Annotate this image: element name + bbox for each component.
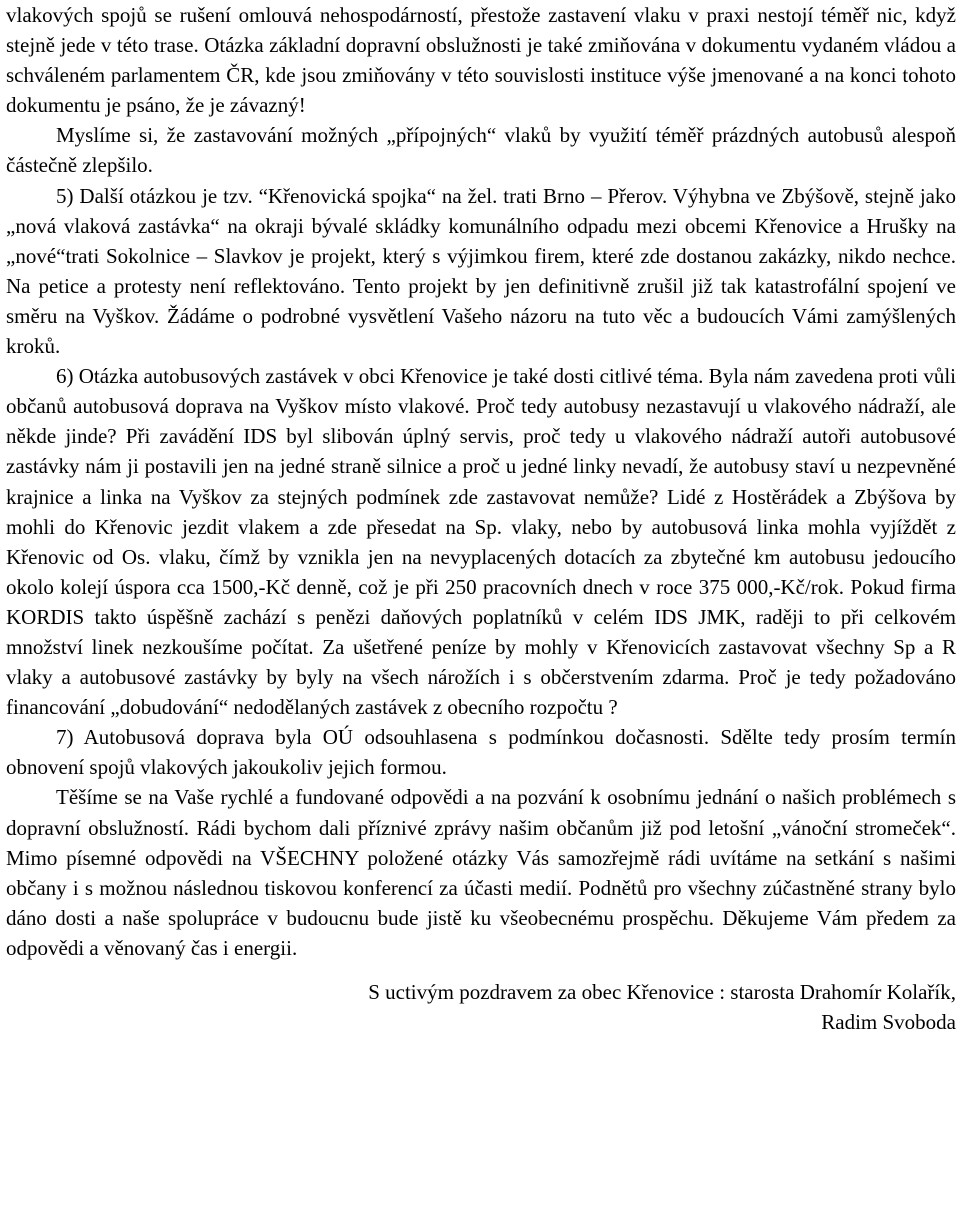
paragraph-closing: Těšíme se na Vaše rychlé a fundované odpovědi a na pozvání k osobnímu jednání o našich problémech s dopravní obslužností. Rádi bychom dali příznivé zprávy našim občanům již pod letošní „vánoční stromeček“. Mimo písemné odpovědi na VŠECHNY položené otázky Vás samozřejmě rádi uvítáme na setkání s našimi občany i s možnou následnou tiskovou konferencí za účasti medií. Podnětů pro všechny zúčastněné strany bylo dáno dosti a naše spolupráce v budoucnu bude jistě ku všeobecnému prospěchu. Děkujeme Vám předem za odpovědi a věnovaný čas i energii.: [6, 785, 956, 960]
paragraph-continued: vlakových spojů se rušení omlouvá nehospodárností, přestože zastavení vlaku v praxi nestojí téměř nic, když stejně jede v této trase. Otázka základní dopravní obslužnosti je také zmiňována v dokumentu vydaném vládou a schváleném parlamentem ČR, kde jsou zmiňovány v této souvislosti instituce výše jmenované a na konci tohoto dokumentu je psáno, že je závazný!: [6, 3, 956, 118]
paragraph-point-6: 6) Otázka autobusových zastávek v obci Křenovice je také dosti citlivé téma. Byla nám zavedena proti vůli občanů autobusová doprava na Vyškov místo vlakové. Proč tedy autobusy nezastavují u vlakového nádraží, ale někde jinde? Při zavádění IDS byl slibován úplný servis, proč tedy u vlakového nádraží autoři autobusové zastávky nám ji postavili jen na jedné straně silnice a proč u jedné linky nevadí, že autobusy staví u nezpevněné krajnice a linka na Vyškov za stejných podmínek zde zastavovat nemůže? Lidé z Hostěrádek a Zbýšova by mohli do Křenovic jezdit vlakem a zde přesedat na Sp. vlaky, nebo by autobusová linka mohla vyjíždět z Křenovic od Os. vlaku, čímž by vznikla jen na nevyplacených dotacích za zbytečné km autobusu jedoucího okolo kolejí úspora cca 1500,-Kč denně, což je při 250 pracovních dnech v roce 375 000,-Kč/rok. Pokud firma KORDIS takto úspěšně zachází s penězi daňových poplatníků v celém IDS JMK, raději to při celkovém množství linek nezkoušíme počítat. Za ušetřené peníze by mohly v Křenovicích zastavovat všechny Sp a R vlaky a autobusové zastávky by byly na všech nárožích i s občerstvením zdarma. Proč je tedy požadováno financování „dobudování“ nedodělaných zastávek z obecního rozpočtu ?: [6, 364, 956, 720]
paragraph-myslime: Myslíme si, že zastavování možných „přípojných“ vlaků by využití téměř prázdných autobusů alespoň částečně zlepšilo.: [6, 123, 956, 178]
paragraph-point-7: 7) Autobusová doprava byla OÚ odsouhlasena s podmínkou dočasnosti. Sdělte tedy prosím termín obnovení spojů vlakových jakoukoliv jejich formou.: [6, 725, 956, 780]
document-page: [6, 0, 956, 1037]
paragraph-point-5: 5) Další otázkou je tzv. “Křenovická spojka“ na žel. trati Brno – Přerov. Výhybna ve Zbýšově, stejně jako „nová vlaková zastávka“ na okraji bývalé skládky komunálního odpadu mezi obcemi Křenovice a Hrušky na „nové“trati Sokolnice – Slavkov je projekt, který s výjimkou firem, které zde dostanou zakázky, nikdo nechce. Na petice a protesty není reflektováno. Tento projekt by jen definitivně zrušil již tak katastrofální spojení ve směru na Vyškov. Žádáme o podrobné vysvětlení Vašeho názoru na tuto věc a budoucích Vámi zamýšlených kroků.: [6, 183, 956, 359]
signature-block: [6, 977, 956, 1037]
signature-line-2: Radim Svoboda: [821, 1010, 956, 1035]
signature-line-1: S uctivým pozdravem za obec Křenovice : starosta Drahomír Kolařík,: [368, 980, 956, 1004]
